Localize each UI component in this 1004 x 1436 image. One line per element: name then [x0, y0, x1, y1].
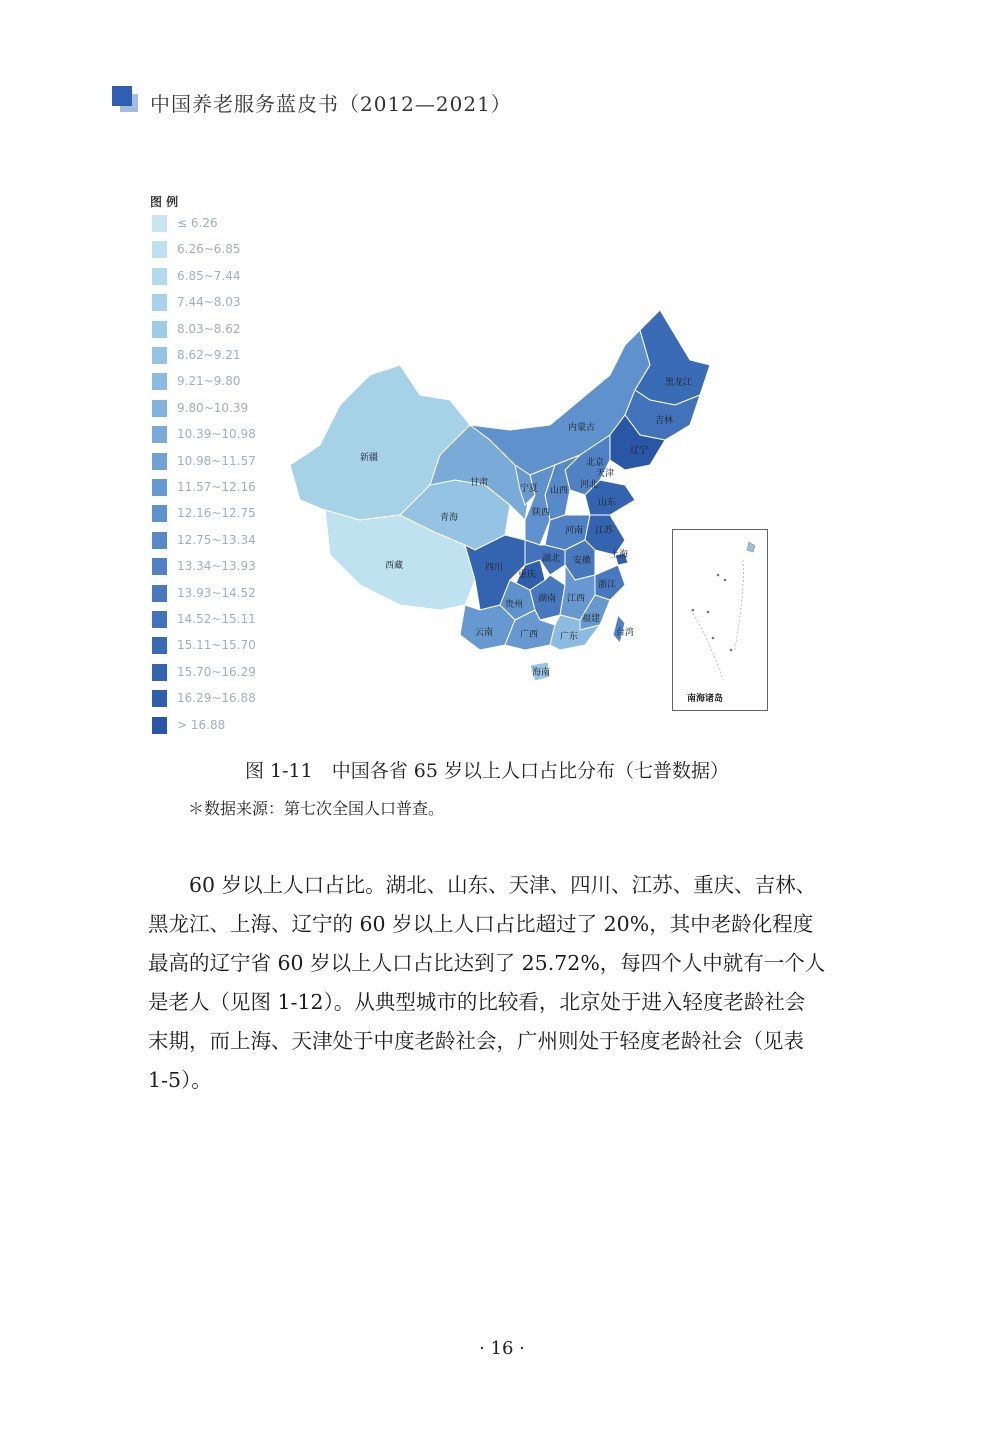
legend-swatch — [152, 717, 167, 734]
body-line: 1-5）。 — [148, 1068, 212, 1092]
label-chongqing: 重庆 — [518, 570, 537, 580]
figure-source-note: ＊数据来源：第七次全国人口普查。 — [188, 799, 445, 818]
body-line: 最高的辽宁省 60 岁以上人口占比达到了 25.72%，每四个人中就有一个人 — [148, 951, 826, 975]
body-paragraph — [148, 866, 860, 1100]
legend-label: 13.34~13.93 — [177, 559, 256, 574]
legend-swatch — [152, 321, 167, 338]
legend-label: 6.85~7.44 — [177, 268, 241, 283]
page-number: · 16 · — [479, 1338, 525, 1359]
body-line: 黑龙江、上海、辽宁的 60 岁以上人口占比超过了 20%，其中老龄化程度 — [148, 912, 814, 936]
label-guizhou: 贵州 — [505, 600, 524, 610]
label-shaanxi: 陕西 — [532, 508, 551, 518]
legend-swatch — [152, 479, 167, 496]
china-province-map — [280, 305, 730, 695]
legend-swatch — [152, 690, 167, 707]
legend-label: 9.21~9.80 — [177, 374, 241, 389]
label-hainan: 海南 — [532, 668, 551, 678]
label-ningxia: 宁夏 — [520, 484, 539, 494]
label-fujian: 福建 — [582, 614, 601, 624]
legend-label: 8.62~9.21 — [177, 348, 241, 362]
legend-label: 12.75~13.34 — [177, 532, 256, 547]
label-beijing: 北京 — [586, 458, 605, 468]
label-guangxi: 广西 — [520, 630, 539, 640]
legend-label: ≤ 6.26 — [177, 216, 218, 230]
legend-swatch — [152, 347, 167, 364]
label-hebei: 河北 — [580, 480, 599, 490]
legend-swatch — [152, 373, 167, 390]
legend-label: 8.03~8.62 — [177, 321, 241, 336]
legend-swatch — [152, 268, 167, 285]
label-shanghai: 上海 — [610, 550, 629, 560]
legend-label: 7.44~8.03 — [177, 295, 241, 310]
legend-label: 14.52~15.11 — [177, 612, 256, 626]
header-logo-mark — [112, 86, 142, 116]
label-tianjin: 天津 — [596, 469, 615, 479]
legend-swatch — [152, 505, 167, 522]
label-yunnan: 云南 — [475, 628, 494, 638]
legend-label: 15.70~16.29 — [177, 664, 256, 679]
legend-title: 图 例 — [150, 195, 179, 209]
label-gansu: 甘肃 — [470, 478, 489, 488]
legend-label: 16.29~16.88 — [177, 691, 256, 706]
legend-swatch — [152, 241, 167, 258]
legend-swatch — [152, 453, 167, 470]
body-line: 末期，而上海、天津处于中度老龄社会，广州则处于轻度老龄社会（见表 — [148, 1029, 804, 1053]
legend-swatch — [152, 664, 167, 681]
label-anhui: 安徽 — [573, 556, 592, 566]
figure-map — [140, 185, 780, 730]
legend-label: 6.26~6.85 — [177, 242, 241, 257]
legend-label: 12.16~12.75 — [177, 506, 256, 521]
label-shanxi: 山西 — [550, 486, 569, 496]
label-liaoning: 辽宁 — [630, 446, 649, 456]
label-hunan: 湖南 — [538, 594, 557, 604]
label-jiangsu: 江苏 — [595, 526, 614, 536]
label-jiangxi: 江西 — [567, 594, 586, 604]
legend-label: 11.57~12.16 — [177, 480, 256, 494]
label-heilongjiang: 黑龙江 — [665, 378, 693, 388]
legend-swatch — [152, 585, 167, 602]
label-shandong: 山东 — [598, 498, 617, 508]
label-zhejiang: 浙江 — [598, 580, 617, 590]
label-guangdong: 广东 — [560, 632, 579, 642]
legend-swatch — [152, 294, 167, 311]
legend-label: 10.39~10.98 — [177, 427, 256, 442]
body-line: 是老人（见图 1-12）。从典型城市的比较看，北京处于进入轻度老龄社会 — [148, 990, 806, 1014]
label-qinghai: 青海 — [440, 513, 459, 523]
legend-label: 9.80~10.39 — [177, 400, 249, 415]
label-neimenggu: 内蒙古 — [568, 423, 596, 433]
south-china-sea-inset — [672, 529, 768, 711]
body-line: 60 岁以上人口占比。湖北、山东、天津、四川、江苏、重庆、吉林、 — [148, 873, 817, 897]
legend-swatch — [152, 611, 167, 628]
label-taiwan: 台湾 — [616, 628, 635, 638]
figure-caption: 图 1-11 中国各省 65 岁以上人口占比分布（七普数据） — [245, 760, 729, 782]
legend-label: 13.93~14.52 — [177, 585, 256, 600]
header-title: 中国养老服务蓝皮书（2012—2021） — [150, 92, 512, 116]
legend-swatch — [152, 637, 167, 654]
legend-swatch — [152, 532, 167, 549]
legend-label: 15.11~15.70 — [177, 638, 256, 653]
label-henan: 河南 — [565, 526, 584, 536]
label-sichuan: 四川 — [485, 563, 504, 573]
label-xinjiang: 新疆 — [360, 453, 379, 463]
legend-swatch — [152, 558, 167, 575]
label-xizang: 西藏 — [385, 561, 404, 571]
legend-label: > 16.88 — [177, 717, 226, 732]
label-jilin: 吉林 — [655, 416, 674, 426]
legend-swatch — [152, 400, 167, 417]
legend-label: 10.98~11.57 — [177, 453, 256, 468]
inset-islands — [673, 530, 767, 710]
inset-label: 南海诸岛 — [687, 694, 724, 704]
legend-swatch — [152, 215, 167, 232]
legend-swatch — [152, 426, 167, 443]
label-hubei: 湖北 — [542, 554, 561, 564]
